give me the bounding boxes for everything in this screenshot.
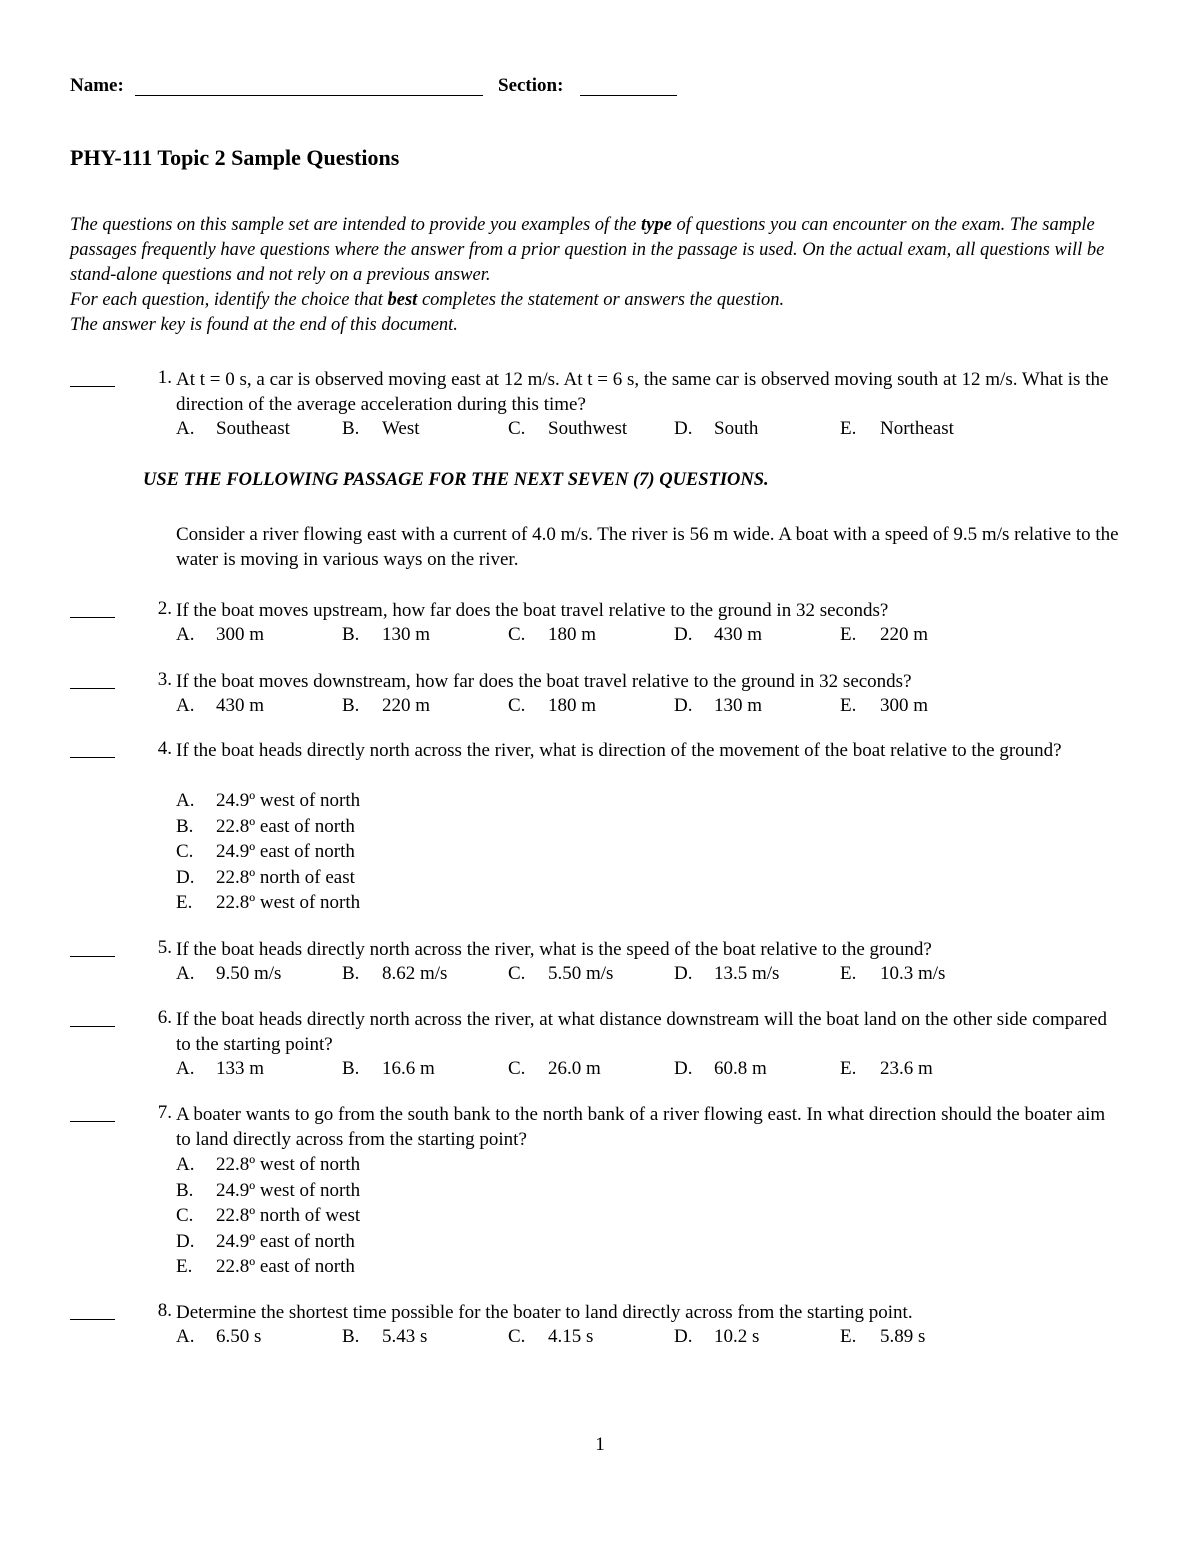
- option-d: [674, 1058, 767, 1080]
- section-blank-line: [580, 95, 677, 96]
- option-text: 22.8º east of north: [216, 1256, 355, 1277]
- option-c: [508, 963, 613, 985]
- answer-blank[interactable]: [70, 956, 115, 957]
- option-letter: E.: [176, 1256, 193, 1277]
- answer-options: [176, 695, 1076, 720]
- option-text: 22.8º east of north: [216, 815, 355, 837]
- option-letter: E.: [840, 963, 857, 984]
- page-number: 1: [595, 1434, 605, 1455]
- option-b: [342, 624, 430, 646]
- option-text: 220 m: [382, 695, 431, 716]
- option-d: [674, 418, 758, 440]
- option-letter: D.: [674, 963, 693, 984]
- option-letter: D.: [176, 866, 195, 888]
- intro-p1-bold: type: [641, 215, 672, 235]
- answer-blank[interactable]: [70, 1121, 115, 1122]
- option-text: 22.8º north of west: [216, 1205, 361, 1226]
- option-letter: A.: [176, 1154, 195, 1175]
- option-text: 220 m: [880, 624, 929, 645]
- option-letter: A.: [176, 695, 195, 716]
- intro-paragraph-1: [70, 213, 1130, 288]
- option-text: 180 m: [548, 695, 597, 716]
- answer-options: [176, 624, 1076, 649]
- option-text: 9.50 m/s: [216, 963, 282, 984]
- passage-text: Consider a river flowing east with a current of 4.0 m/s. The river is 56 m wide. A boat with a speed of 9.5 m/s relative to the water is moving in various ways on the river.: [176, 524, 1119, 570]
- question-stem: A boater wants to go from the south bank to the north bank of a river flowing east. In what direction should the boater aim to land directly across from the starting point?: [176, 1104, 1106, 1150]
- option-text: 300 m: [216, 624, 265, 645]
- option-text: 180 m: [548, 624, 597, 645]
- option-text: 6.50 s: [216, 1326, 262, 1347]
- option-c: [176, 1203, 360, 1229]
- passage-heading: USE THE FOLLOWING PASSAGE FOR THE NEXT SEVEN (7) QUESTIONS.: [143, 470, 769, 490]
- option-a: [176, 418, 290, 440]
- option-text: 8.62 m/s: [382, 963, 448, 984]
- option-text: 10.3 m/s: [880, 963, 946, 984]
- answer-blank[interactable]: [70, 1026, 115, 1027]
- option-c: [508, 1058, 601, 1080]
- question-number: 5.: [157, 937, 172, 958]
- section-label: Section:: [498, 75, 564, 96]
- option-text: 24.9º west of north: [216, 790, 361, 811]
- answer-blank[interactable]: [70, 688, 115, 689]
- option-a: [176, 1152, 360, 1178]
- question-stem: If the boat moves downstream, how far does the boat travel relative to the ground in 32 seconds?: [176, 671, 912, 692]
- option-e: [840, 624, 928, 646]
- question-stem: At t = 0 s, a car is observed moving east at 12 m/s. At t = 6 s, the same car is observed moving south at 12 m/s. What is the direction of the average acceleration during this time?: [176, 369, 1109, 415]
- option-d: [176, 1229, 360, 1255]
- option-text: 16.6 m: [382, 1058, 435, 1079]
- option-e: [176, 1254, 360, 1280]
- question-number: 4.: [157, 738, 172, 759]
- option-text: 10.2 s: [714, 1326, 760, 1347]
- option-b: [176, 1178, 360, 1204]
- answer-blank[interactable]: [70, 386, 115, 387]
- question-stem: Determine the shortest time possible for the boater to land directly across from the starting point.: [176, 1302, 913, 1323]
- name-blank-line: [135, 95, 483, 96]
- option-letter: B.: [342, 418, 360, 439]
- option-e: [840, 1058, 933, 1080]
- question-number: 7.: [157, 1102, 172, 1123]
- option-text: 430 m: [714, 624, 763, 645]
- option-letter: E.: [840, 418, 857, 439]
- intro-paragraph-3: The answer key is found at the end of this document.: [70, 315, 458, 335]
- option-letter: B.: [176, 815, 194, 837]
- answer-blank[interactable]: [70, 1319, 115, 1320]
- question-number: 6.: [157, 1007, 172, 1028]
- option-e: [840, 418, 954, 440]
- question-number: 8.: [157, 1300, 172, 1321]
- intro-paragraph-2: [70, 288, 1130, 313]
- intro-text: [70, 213, 1130, 338]
- option-b: [342, 695, 430, 717]
- option-text: West: [382, 418, 420, 439]
- option-letter: D.: [176, 1230, 195, 1252]
- option-text: Southeast: [216, 418, 290, 439]
- question-number: 1.: [157, 367, 172, 388]
- option-text: 22.8º west of north: [216, 1154, 361, 1175]
- option-text: 130 m: [382, 624, 431, 645]
- option-text: South: [714, 418, 759, 439]
- answer-options: [176, 418, 1076, 443]
- option-c: [508, 624, 596, 646]
- option-text: 4.15 s: [548, 1326, 594, 1347]
- option-letter: D.: [674, 624, 693, 645]
- option-d: [674, 1326, 759, 1348]
- option-e: [840, 695, 928, 717]
- option-letter: D.: [674, 418, 693, 439]
- option-letter: C.: [508, 1326, 526, 1347]
- option-b: [342, 1326, 427, 1348]
- answer-options: [176, 1152, 360, 1280]
- option-letter: E.: [176, 892, 193, 913]
- option-text: 24.9º east of north: [216, 841, 355, 862]
- question-number: 3.: [157, 669, 172, 690]
- option-text: 24.9º east of north: [216, 1230, 355, 1252]
- answer-blank[interactable]: [70, 617, 115, 618]
- option-letter: D.: [674, 1058, 693, 1079]
- option-letter: C.: [508, 963, 526, 984]
- option-a: [176, 1058, 264, 1080]
- option-d: [674, 963, 779, 985]
- answer-options: [176, 1058, 1076, 1083]
- option-text: 23.6 m: [880, 1058, 933, 1079]
- option-b: [342, 963, 447, 985]
- option-d: [674, 624, 762, 646]
- option-letter: D.: [674, 695, 693, 716]
- option-b: [342, 1058, 435, 1080]
- option-letter: B.: [342, 624, 360, 645]
- option-letter: C.: [176, 841, 194, 862]
- intro-p2-post: completes the statement or answers the question.: [417, 290, 785, 310]
- option-d: [674, 695, 762, 717]
- option-letter: B.: [342, 1326, 360, 1347]
- option-e: [840, 963, 945, 985]
- option-letter: E.: [840, 1058, 857, 1079]
- option-c: [508, 418, 627, 440]
- option-c: [508, 695, 596, 717]
- option-letter: A.: [176, 1326, 195, 1347]
- option-text: 13.5 m/s: [714, 963, 780, 984]
- option-letter: B.: [176, 1179, 194, 1201]
- option-a: [176, 1326, 261, 1348]
- option-letter: E.: [840, 695, 857, 716]
- option-letter: C.: [508, 1058, 526, 1079]
- intro-p1-pre: The questions on this sample set are intended to provide you examples of the: [70, 215, 642, 235]
- answer-options: [176, 963, 1076, 988]
- option-e: [176, 890, 360, 916]
- option-letter: E.: [840, 624, 857, 645]
- option-text: 300 m: [880, 695, 929, 716]
- option-text: 5.89 s: [880, 1326, 926, 1347]
- option-letter: E.: [840, 1326, 857, 1347]
- option-text: Northeast: [880, 418, 954, 439]
- option-letter: A.: [176, 418, 195, 439]
- option-e: [840, 1326, 925, 1348]
- answer-blank[interactable]: [70, 757, 115, 758]
- option-b: [342, 418, 420, 440]
- option-text: 5.50 m/s: [548, 963, 614, 984]
- answer-options: [176, 788, 360, 916]
- option-b: [176, 814, 360, 840]
- intro-p2-pre: For each question, identify the choice that: [70, 290, 388, 310]
- option-letter: D.: [674, 1326, 693, 1347]
- option-text: 60.8 m: [714, 1058, 767, 1079]
- option-a: [176, 695, 264, 717]
- option-text: 24.9º west of north: [216, 1179, 361, 1201]
- intro-p1-post: of questions you can encounter on the exam. The sample passages frequently have questions where the answer from a prior question in the passage is used. On the actual exam, all questions will be stand-alone questions and not rely on a previous answer.: [70, 215, 1105, 285]
- option-text: 133 m: [216, 1058, 265, 1079]
- option-a: [176, 624, 264, 646]
- option-text: 130 m: [714, 695, 763, 716]
- name-label: Name:: [70, 75, 124, 96]
- option-text: 22.8º north of east: [216, 866, 355, 888]
- option-c: [176, 839, 360, 865]
- option-letter: C.: [176, 1205, 194, 1226]
- question-stem: If the boat heads directly north across the river, at what distance downstream will the boat land on the other side compared to the starting point?: [176, 1009, 1107, 1055]
- option-a: [176, 788, 360, 814]
- question-stem: If the boat moves upstream, how far does the boat travel relative to the ground in 32 seconds?: [176, 600, 889, 621]
- option-letter: B.: [342, 695, 360, 716]
- option-text: 430 m: [216, 695, 265, 716]
- option-text: Southwest: [548, 418, 628, 439]
- option-text: 5.43 s: [382, 1326, 428, 1347]
- option-letter: C.: [508, 624, 526, 645]
- option-a: [176, 963, 281, 985]
- option-d: [176, 865, 360, 891]
- option-c: [508, 1326, 593, 1348]
- option-text: 22.8º west of north: [216, 892, 361, 913]
- question-number: 2.: [157, 598, 172, 619]
- option-letter: A.: [176, 963, 195, 984]
- page-title: PHY-111 Topic 2 Sample Questions: [70, 145, 400, 170]
- answer-options: [176, 1326, 1076, 1351]
- option-letter: A.: [176, 624, 195, 645]
- question-stem: If the boat heads directly north across the river, what is the speed of the boat relative to the ground?: [176, 939, 932, 960]
- option-letter: A.: [176, 790, 195, 811]
- option-letter: B.: [342, 963, 360, 984]
- option-text: 26.0 m: [548, 1058, 601, 1079]
- option-letter: C.: [508, 695, 526, 716]
- intro-p2-bold: best: [387, 290, 418, 310]
- option-letter: B.: [342, 1058, 360, 1079]
- option-letter: C.: [508, 418, 526, 439]
- question-stem: If the boat heads directly north across the river, what is direction of the movement of the boat relative to the ground?: [176, 740, 1062, 761]
- option-letter: A.: [176, 1058, 195, 1079]
